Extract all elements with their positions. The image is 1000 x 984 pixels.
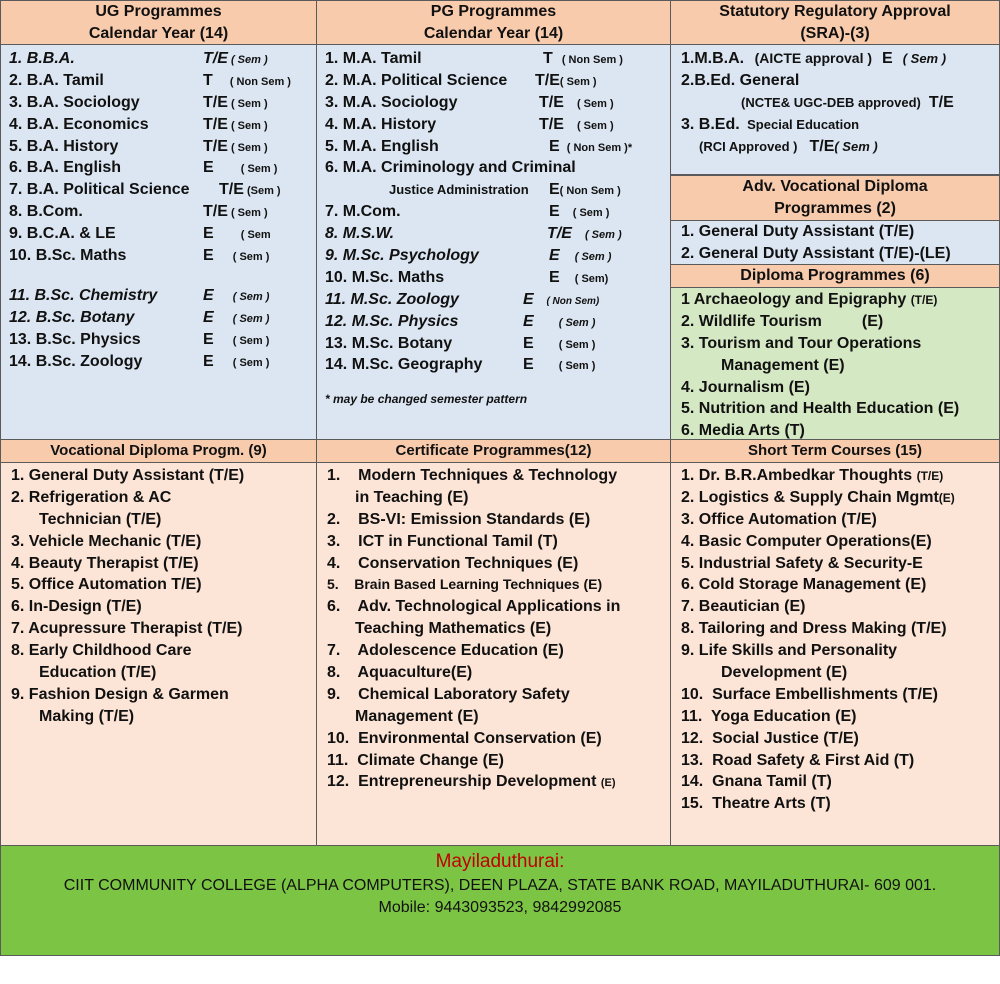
list-item: 2.B.Ed. General xyxy=(681,71,800,89)
list-item: Education (T/E) xyxy=(39,664,157,682)
pg-list xyxy=(317,45,670,406)
list-item: 5. M.A. English E ( Non Sem )* xyxy=(325,137,633,155)
certificate-header xyxy=(316,439,671,463)
vocational-panel xyxy=(0,462,317,846)
vocational-header xyxy=(0,439,317,463)
list-item: Technician (T/E) xyxy=(39,510,162,528)
list-item: 4. Journalism (E) xyxy=(681,378,810,396)
list-item: 2. Logistics & Supply Chain Mgmt(E) xyxy=(681,488,955,506)
list-item: (RCI Approved ) T/E( Sem ) xyxy=(699,137,878,155)
list-item: 1.M.B.A. (AICTE approval ) E ( Sem ) xyxy=(681,50,947,67)
adv-panel xyxy=(670,220,1000,265)
list-item: 4. M.A. History T/E ( Sem ) xyxy=(325,115,614,133)
list-item: 12. B.Sc. Botany E ( Sem ) xyxy=(9,308,270,326)
list-item: 8. Tailoring and Dress Making (T/E) xyxy=(681,620,947,638)
list-item: 2. M.A. Political Science T/E( Sem ) xyxy=(325,71,597,89)
list-item: 8. M.S.W. T/E ( Sem ) xyxy=(325,225,622,243)
list-item: 6. Cold Storage Management (E) xyxy=(681,576,927,594)
list-item: 10. Environmental Conservation (E) xyxy=(327,729,602,747)
list-item: 3. B.A. Sociology T/E ( Sem ) xyxy=(9,93,268,111)
list-item: 7. Beautician (E) xyxy=(681,598,806,616)
ug-subtitle: Calendar Year (14) xyxy=(88,25,229,42)
list-item: 1. Dr. B.R.Ambedkar Thoughts (T/E) xyxy=(681,467,944,484)
diploma-panel xyxy=(670,287,1000,440)
list-item: 12. Social Justice (T/E) xyxy=(681,729,859,747)
list-item: 6. B.A. English E ( Sem ) xyxy=(9,159,278,177)
list-item: 7. Adolescence Education (E) xyxy=(327,642,564,660)
footer-address: CIIT COMMUNITY COLLEGE (ALPHA COMPUTERS), DEEN PLAZA, STATE BANK ROAD, MAYILADUTHURAI- 609 001. xyxy=(63,877,937,894)
list-item: Management (E) xyxy=(721,356,845,374)
list-item: 9. M.Sc. Psychology E ( Sem ) xyxy=(325,247,612,265)
list-item: 12. Entrepreneurship Development (E) xyxy=(327,773,616,791)
list-item: 1. General Duty Assistant (T/E) xyxy=(11,467,245,484)
sra-title: Statutory Regulatory Approval xyxy=(719,3,951,20)
certificate-panel xyxy=(316,462,671,846)
diploma-list xyxy=(671,288,999,442)
list-item: 2. General Duty Assistant (T/E)-(LE) xyxy=(681,244,951,262)
list-item: 5. B.A. History T/E ( Sem ) xyxy=(9,137,268,155)
list-item: 3. B.Ed. Special Education xyxy=(681,115,860,133)
diploma-header xyxy=(670,264,1000,288)
list-item: 4. Beauty Therapist (T/E) xyxy=(11,554,199,572)
list-item: 8. Early Childhood Care xyxy=(11,642,192,660)
list-item: 8. B.Com. T/E ( Sem ) xyxy=(9,203,268,221)
adv-subtitle: Programmes (2) xyxy=(774,200,896,217)
contact-footer xyxy=(0,845,1000,956)
list-item: 4. Basic Computer Operations(E) xyxy=(681,532,932,550)
list-item: 6. In-Design (T/E) xyxy=(11,598,142,616)
list-item: 3. M.A. Sociology T/E ( Sem ) xyxy=(325,93,614,111)
sra-panel xyxy=(670,44,1000,175)
shortterm-header xyxy=(670,439,1000,463)
list-item: 6. Adv. Technological Applications in xyxy=(327,598,621,616)
list-item: 15. Theatre Arts (T) xyxy=(681,795,831,813)
sra-list xyxy=(671,45,999,157)
certificate-title: Certificate Programmes(12) xyxy=(395,442,592,459)
footer-city: Mayiladuthurai: xyxy=(435,851,565,872)
list-item: 11. Climate Change (E) xyxy=(327,751,504,769)
vocational-title: Vocational Diploma Progm. (9) xyxy=(50,442,267,459)
list-item: 4. B.A. Economics T/E ( Sem ) xyxy=(9,115,268,133)
list-item: 5. Industrial Safety & Security-E xyxy=(681,554,923,572)
footnote: * may be changed semester pattern xyxy=(325,392,528,407)
list-item: 14. M.Sc. Geography E ( Sem ) xyxy=(325,356,596,374)
list-item: 1 Archaeology and Epigraphy (T/E) xyxy=(681,291,938,308)
list-item: 5. Office Automation T/E) xyxy=(11,576,202,594)
list-item: 1. Modern Techniques & Technology xyxy=(327,467,618,484)
diploma-title: Diploma Programmes (6) xyxy=(740,267,930,284)
footer-mobile: Mobile: 9443093523, 9842992085 xyxy=(378,899,622,916)
list-item: 9. Life Skills and Personality xyxy=(681,642,898,660)
adv-title: Adv. Vocational Diploma xyxy=(742,178,928,195)
certificate-list xyxy=(317,463,670,793)
shortterm-panel xyxy=(670,462,1000,846)
list-item: 11. M.Sc. Zoology E ( Non Sem) xyxy=(325,290,600,308)
list-item: 6. M.A. Criminology and Criminal xyxy=(325,159,576,177)
list-item: 7. Acupressure Therapist (T/E) xyxy=(11,620,243,638)
list-item: Teaching Mathematics (E) xyxy=(355,620,552,638)
list-item: Justice Administration E( Non Sem ) xyxy=(389,181,621,199)
list-item: 7. M.Com. E ( Sem ) xyxy=(325,203,610,221)
pg-title: PG Programmes xyxy=(430,3,557,20)
shortterm-list xyxy=(671,463,999,815)
list-item: 1. General Duty Assistant (T/E) xyxy=(681,223,915,240)
vocational-list xyxy=(1,463,316,728)
list-item: Making (T/E) xyxy=(39,707,135,725)
adv-header xyxy=(670,175,1000,221)
list-item: 2. B.A. Tamil T ( Non Sem ) xyxy=(9,71,291,89)
ug-title: UG Programmes xyxy=(95,3,222,20)
adv-list xyxy=(671,221,999,265)
list-item: 13. Road Safety & First Aid (T) xyxy=(681,751,915,769)
list-item: 5. Brain Based Learning Techniques (E) xyxy=(327,576,603,593)
list-item: 14. Gnana Tamil (T) xyxy=(681,773,832,791)
list-item: (NCTE& UGC-DEB approved) T/E xyxy=(741,93,954,111)
list-item: 9. Chemical Laboratory Safety xyxy=(327,685,570,703)
ug-header xyxy=(0,0,317,45)
list-item: 4. Conservation Techniques (E) xyxy=(327,554,579,572)
list-item: 10. M.Sc. Maths E ( Sem) xyxy=(325,268,609,286)
list-item: 7. B.A. Political Science T/E (Sem ) xyxy=(9,181,281,199)
pg-panel xyxy=(316,44,671,440)
ug-list xyxy=(1,45,316,372)
list-item: 11. Yoga Education (E) xyxy=(681,707,857,725)
list-item: 10. Surface Embellishments (T/E) xyxy=(681,685,938,703)
list-item: 2. Wildlife Tourism (E) xyxy=(681,312,884,330)
sra-header xyxy=(670,0,1000,45)
pg-header xyxy=(316,0,671,45)
sra-subtitle: (SRA)-(3) xyxy=(800,25,870,42)
list-item: 5. Nutrition and Health Education (E) xyxy=(681,400,960,418)
list-item: 1. M.A. Tamil T ( Non Sem ) xyxy=(325,50,623,67)
list-item: 13. M.Sc. Botany E ( Sem ) xyxy=(325,334,596,352)
list-item: 12. M.Sc. Physics E ( Sem ) xyxy=(325,312,596,330)
list-item: Management (E) xyxy=(355,707,479,725)
ug-panel xyxy=(0,44,317,440)
list-item: 11. B.Sc. Chemistry E ( Sem ) xyxy=(9,286,270,304)
list-item: 1. B.B.A. T/E ( Sem ) xyxy=(9,50,268,67)
list-item: 2. BS-VI: Emission Standards (E) xyxy=(327,510,591,528)
list-item: 9. Fashion Design & Garmen xyxy=(11,685,229,703)
list-item: in Teaching (E) xyxy=(355,488,469,506)
shortterm-title: Short Term Courses (15) xyxy=(748,442,922,459)
list-item: 14. B.Sc. Zoology E ( Sem ) xyxy=(9,352,270,370)
list-item: 10. B.Sc. Maths E ( Sem ) xyxy=(9,247,270,265)
list-item: 13. B.Sc. Physics E ( Sem ) xyxy=(9,330,270,348)
list-item: Development (E) xyxy=(721,664,848,682)
list-item: 9. B.C.A. & LE E ( Sem xyxy=(9,225,271,243)
pg-subtitle: Calendar Year (14) xyxy=(423,25,564,42)
list-item: 3. Tourism and Tour Operations xyxy=(681,334,922,352)
list-item: 8. Aquaculture(E) xyxy=(327,664,473,682)
list-item: 3. Office Automation (T/E) xyxy=(681,510,877,528)
list-item: 3. Vehicle Mechanic (T/E) xyxy=(11,532,202,550)
list-item: 2. Refrigeration & AC xyxy=(11,488,172,506)
list-item: 3. ICT in Functional Tamil (T) xyxy=(327,532,558,550)
list-item: 6. Media Arts (T) xyxy=(681,422,805,440)
